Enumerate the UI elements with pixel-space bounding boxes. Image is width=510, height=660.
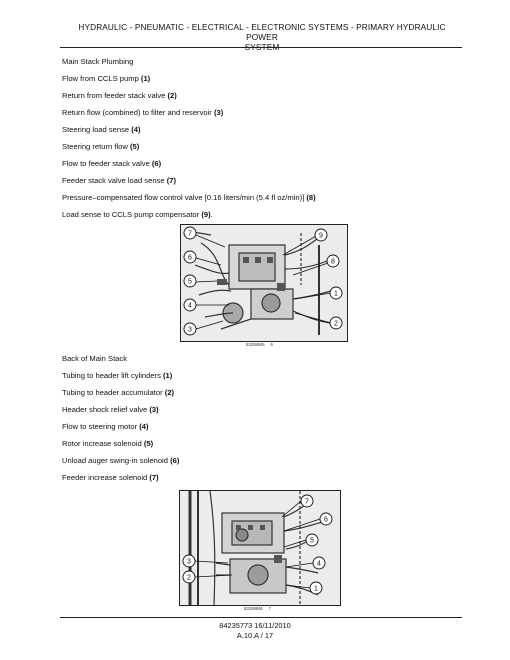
figure-callout: 9 [319,232,323,240]
list-item: Flow to steering motor (4) [62,422,149,431]
list-item: Header shock relief valve (3) [62,405,159,414]
list-item: Steering load sense (4) [62,125,141,134]
list-item: Return flow (combined) to filter and reservoir (3) [62,108,224,117]
figure-caption [244,606,271,611]
figure-callout: 6 [188,254,192,262]
list-item: Feeder stack valve load sense (7) [62,176,176,185]
list-item: Load sense to CCLS pump compensator (9). [62,210,213,219]
list-item: Flow from CCLS pump (1) [62,74,151,83]
figure-callout: 6 [324,516,328,524]
figure-callout: 8 [331,258,335,266]
footer-doc-id: 84235773 16/11/2010 [219,621,291,630]
figure-callout: 1 [314,585,318,593]
figure-number: 6 [270,342,273,347]
list-item: Pressure–compensated flow control valve [0.16 liters/min (5.4 fl oz/min)] (8) [62,193,316,202]
figure-callout: 3 [187,558,191,566]
figure-caption [246,342,273,347]
figure-back-of-main-stack [179,490,341,606]
figure-callout: 7 [188,230,192,238]
list-item: Return from feeder stack valve (2) [62,91,177,100]
section-title-main-stack: Main Stack Plumbing [62,57,134,66]
figure-number: 7 [268,606,271,611]
figure-back-stack-illustration [180,491,340,605]
footer-page-number: A.10.A / 17 [236,631,274,640]
list-item: Steering return flow (5) [62,142,140,151]
figure-callout: 4 [317,560,321,568]
figure-callout: 4 [188,302,192,310]
section-title-back-of-main-stack: Back of Main Stack [62,354,127,363]
figure-main-stack-illustration [181,225,347,341]
footer-rule [60,617,462,618]
list-item: Tubing to header accumulator (2) [62,388,174,397]
figure-callout: 3 [188,326,192,334]
list-item: Flow to feeder stack valve (6) [62,159,162,168]
figure-callout: 1 [334,290,338,298]
header-line-1: HYDRAULIC - PNEUMATIC - ELECTRICAL - ELECTRONIC SYSTEMS - PRIMARY HYDRAULIC POWER [78,22,446,42]
figure-callout: 5 [188,278,192,286]
figure-code: 53208846 [244,606,263,611]
header-rule [60,47,462,48]
figure-code: 53208845 [246,342,265,347]
list-item: Rotor increase solenoid (5) [62,439,154,448]
figure-callout: 2 [334,320,338,328]
figure-callout: 2 [187,574,191,582]
figure-callout: 7 [305,498,309,506]
list-item: Feeder increase solenoid (7) [62,473,159,482]
list-item: Unload auger swing-in solenoid (6) [62,456,180,465]
figure-callout: 5 [310,537,314,545]
figure-main-stack-plumbing [180,224,348,342]
header-line-2: SYSTEM [244,42,280,52]
list-item: Tubing to header lift cylinders (1) [62,371,173,380]
